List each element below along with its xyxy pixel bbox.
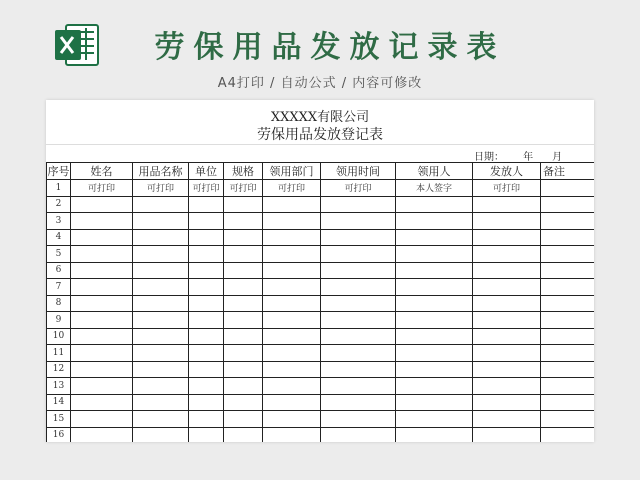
table-cell [224, 295, 263, 312]
table-cell [263, 262, 321, 279]
company-name: XXXXX有限公司 [270, 110, 370, 125]
table-cell: 本人签字 [396, 180, 473, 197]
table-cell [71, 312, 133, 329]
row-number-cell: 16 [47, 427, 71, 442]
table-cell [71, 345, 133, 362]
table-cell [321, 427, 396, 442]
table-cell [263, 328, 321, 345]
table-cell [189, 295, 224, 312]
table-cell [321, 262, 396, 279]
table-cell [321, 279, 396, 296]
table-row [47, 279, 595, 296]
table-cell [473, 345, 541, 362]
table-cell [541, 345, 595, 362]
table-cell [321, 394, 396, 411]
table-cell [189, 378, 224, 395]
row-number-cell: 2 [47, 196, 71, 213]
table-cell [224, 213, 263, 230]
table-cell [224, 196, 263, 213]
table-cell [224, 411, 263, 428]
issue-record-table [46, 162, 594, 442]
table-cell [321, 411, 396, 428]
table-cell [189, 394, 224, 411]
table-cell [133, 312, 189, 329]
column-header-item: 用品名称 [133, 163, 189, 180]
table-cell [321, 246, 396, 263]
table-cell [473, 328, 541, 345]
table-cell: 可打印 [133, 180, 189, 197]
table-cell [189, 279, 224, 296]
table-cell [541, 394, 595, 411]
page-title: 劳保用品发放记录表 [154, 30, 506, 65]
table-cell [71, 411, 133, 428]
table-cell [396, 427, 473, 442]
table-cell [224, 262, 263, 279]
table-cell [541, 279, 595, 296]
table-cell [263, 361, 321, 378]
table-row [47, 295, 595, 312]
table-cell [473, 411, 541, 428]
table-row [47, 196, 595, 213]
table-cell [541, 295, 595, 312]
row-number-cell: 13 [47, 378, 71, 395]
table-cell [473, 378, 541, 395]
table-row [47, 328, 595, 345]
table-cell [473, 246, 541, 263]
table-cell [71, 295, 133, 312]
table-cell [321, 229, 396, 246]
table-cell [189, 411, 224, 428]
table-cell [263, 213, 321, 230]
table-cell [473, 427, 541, 442]
table-cell [71, 427, 133, 442]
row-number-cell: 9 [47, 312, 71, 329]
table-cell [541, 378, 595, 395]
table-cell [71, 229, 133, 246]
table-cell [71, 361, 133, 378]
column-header-time: 领用时间 [321, 163, 396, 180]
table-cell [396, 229, 473, 246]
table-cell: 可打印 [321, 180, 396, 197]
table-cell [189, 312, 224, 329]
table-cell [133, 378, 189, 395]
table-row [47, 345, 595, 362]
table-cell [189, 427, 224, 442]
table-cell [71, 279, 133, 296]
column-header-unit: 单位 [189, 163, 224, 180]
row-number-cell: 7 [47, 279, 71, 296]
table-cell [541, 213, 595, 230]
table-row [47, 394, 595, 411]
table-cell [71, 246, 133, 263]
table-cell [133, 328, 189, 345]
table-cell [263, 196, 321, 213]
table-cell [541, 196, 595, 213]
row-number-cell: 6 [47, 262, 71, 279]
table-cell [133, 262, 189, 279]
table-cell [541, 262, 595, 279]
table-cell [473, 361, 541, 378]
table-cell [263, 229, 321, 246]
table-header-row [47, 163, 595, 180]
table-cell [263, 246, 321, 263]
table-cell [396, 394, 473, 411]
table-cell [473, 229, 541, 246]
table-cell [71, 196, 133, 213]
table-cell [396, 361, 473, 378]
column-header-issuer: 发放人 [473, 163, 541, 180]
table-cell [541, 246, 595, 263]
column-header-dept: 领用部门 [263, 163, 321, 180]
page-subtitle: A4打印 / 自动公式 / 内容可修改 [217, 76, 423, 91]
table-row [47, 361, 595, 378]
table-cell [189, 361, 224, 378]
table-cell [133, 213, 189, 230]
column-header-recipient: 领用人 [396, 163, 473, 180]
table-cell [473, 262, 541, 279]
table-row [47, 411, 595, 428]
table-cell [263, 394, 321, 411]
table-cell [224, 279, 263, 296]
table-cell [224, 328, 263, 345]
row-number-cell: 15 [47, 411, 71, 428]
table-cell [396, 378, 473, 395]
row-number-cell: 10 [47, 328, 71, 345]
row-number-cell: 8 [47, 295, 71, 312]
form-title: 劳保用品发放登记表 [257, 127, 383, 143]
table-cell [473, 196, 541, 213]
row-number-cell: 12 [47, 361, 71, 378]
table-cell [321, 295, 396, 312]
table-row [47, 262, 595, 279]
table-cell [133, 394, 189, 411]
table-cell [396, 279, 473, 296]
table-cell [473, 279, 541, 296]
table-cell [224, 246, 263, 263]
table-cell [541, 328, 595, 345]
table-cell [396, 246, 473, 263]
table-cell: 可打印 [263, 180, 321, 197]
table-cell [224, 378, 263, 395]
table-cell: 可打印 [189, 180, 224, 197]
table-cell [396, 312, 473, 329]
table-cell [71, 262, 133, 279]
row-number-cell: 5 [47, 246, 71, 263]
table-cell [224, 345, 263, 362]
table-cell: 可打印 [473, 180, 541, 197]
table-cell [189, 328, 224, 345]
table-cell [71, 213, 133, 230]
table-row [47, 378, 595, 395]
table-cell [321, 361, 396, 378]
table-cell [133, 295, 189, 312]
table-cell [133, 196, 189, 213]
table-cell [396, 411, 473, 428]
table-cell [541, 229, 595, 246]
table-cell [133, 246, 189, 263]
table-cell [473, 394, 541, 411]
table-cell [133, 345, 189, 362]
table-cell [189, 262, 224, 279]
table-cell [541, 361, 595, 378]
table-cell [224, 394, 263, 411]
table-row [47, 229, 595, 246]
table-cell [396, 295, 473, 312]
table-cell [473, 312, 541, 329]
table-cell [224, 312, 263, 329]
table-cell [263, 345, 321, 362]
spreadsheet-preview [46, 100, 594, 442]
table-row [47, 427, 595, 442]
column-header-remarks: 备注 [541, 163, 595, 180]
date-label: 日期： 年 月 [474, 152, 563, 163]
table-cell [133, 361, 189, 378]
table-cell [189, 246, 224, 263]
table-cell [396, 328, 473, 345]
table-cell [224, 229, 263, 246]
table-cell [263, 427, 321, 442]
table-cell [189, 196, 224, 213]
table-cell [133, 411, 189, 428]
table-cell [189, 345, 224, 362]
column-header-seq: 序号 [47, 163, 71, 180]
table-cell [396, 345, 473, 362]
table-cell [189, 213, 224, 230]
table-cell [263, 295, 321, 312]
table-cell [541, 180, 595, 197]
row-number-cell: 4 [47, 229, 71, 246]
table-cell [396, 196, 473, 213]
table-cell [541, 427, 595, 442]
table-cell [396, 213, 473, 230]
table-cell [71, 328, 133, 345]
table-cell [321, 378, 396, 395]
table-cell [321, 328, 396, 345]
date-row [46, 144, 594, 163]
table-body [47, 180, 595, 443]
table-cell [263, 411, 321, 428]
row-number-cell: 14 [47, 394, 71, 411]
table-cell [473, 213, 541, 230]
table-cell [133, 279, 189, 296]
table-cell [189, 229, 224, 246]
table-cell [224, 427, 263, 442]
table-row [47, 180, 595, 197]
table-cell: 可打印 [71, 180, 133, 197]
table-cell [541, 312, 595, 329]
table-row [47, 246, 595, 263]
table-cell [263, 378, 321, 395]
row-number-cell: 3 [47, 213, 71, 230]
row-number-cell: 11 [47, 345, 71, 362]
table-cell [396, 262, 473, 279]
table-cell [71, 394, 133, 411]
table-cell [133, 229, 189, 246]
table-cell [321, 345, 396, 362]
table-cell [541, 411, 595, 428]
table-cell [263, 312, 321, 329]
table-cell [224, 361, 263, 378]
table-cell [321, 196, 396, 213]
table-cell [133, 427, 189, 442]
table-cell [321, 312, 396, 329]
table-cell [263, 279, 321, 296]
column-header-spec: 规格 [224, 163, 263, 180]
excel-icon [52, 20, 102, 70]
table-cell: 可打印 [224, 180, 263, 197]
table-row [47, 213, 595, 230]
column-header-name: 姓名 [71, 163, 133, 180]
table-cell [473, 295, 541, 312]
banner [0, 0, 640, 100]
table-row [47, 312, 595, 329]
row-number-cell: 1 [47, 180, 71, 197]
table-cell [71, 378, 133, 395]
table-cell [321, 213, 396, 230]
